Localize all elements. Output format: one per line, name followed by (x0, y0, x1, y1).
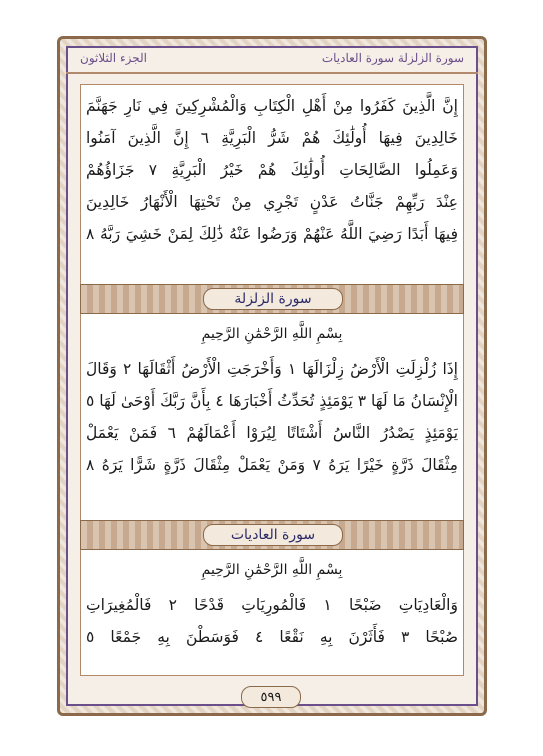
juz-label: الجزء الثلاثون (80, 51, 147, 65)
verse-line: الْإِنْسَانُ مَا لَهَا ٣ يَوْمَئِذٍ تُحَدِّثُ أَخْبَارَهَا ٤ بِأَنَّ رَبَّكَ أَوْحَىٰ لَهَا ٥ (86, 392, 458, 410)
verse-line: صُبْحًا ٣ فَأَثَرْنَ بِهِ نَقْعًا ٤ فَوَسَطْنَ بِهِ جَمْعًا ٥ (86, 628, 458, 646)
verse-line: يَوْمَئِذٍ يَصْدُرُ النَّاسُ أَشْتَاتًا لِيُرَوْا أَعْمَالَهُمْ ٦ فَمَنْ يَعْمَلْ (86, 424, 458, 442)
surah-adiyat-banner (80, 520, 464, 550)
surah-zalzala-banner (80, 284, 464, 314)
basmala: بِسْمِ اللَّهِ الرَّحْمَٰنِ الرَّحِيمِ (201, 562, 343, 578)
verse-line: إِذَا زُلْزِلَتِ الْأَرْضُ زِلْزَالَهَا ١ وَأَخْرَجَتِ الْأَرْضُ أَثْقَالَهَا ٢ وَقَالَ (86, 360, 458, 378)
verse-line: مِثْقَالَ ذَرَّةٍ خَيْرًا يَرَهُ ٧ وَمَنْ يَعْمَلْ مِثْقَالَ ذَرَّةٍ شَرًّا يَرَهُ ٨ (86, 456, 458, 474)
page-number: ٥٩٩ (241, 686, 301, 708)
verse-line: وَالْعَادِيَاتِ ضَبْحًا ١ فَالْمُورِيَاتِ قَدْحًا ٢ فَالْمُغِيرَاتِ (86, 596, 458, 614)
verse-line: فِيهَا أَبَدًا رَضِيَ اللَّهُ عَنْهُمْ وَرَضُوا عَنْهُ ذَٰلِكَ لِمَنْ خَشِيَ رَبَّهُ ٨ (86, 225, 458, 243)
verse-line: إِنَّ الَّذِينَ كَفَرُوا مِنْ أَهْلِ الْكِتَابِ وَالْمُشْرِكِينَ فِي نَارِ جَهَنَّمَ (86, 97, 458, 115)
surah-title: سورة العاديات (203, 524, 343, 546)
verse-line: عِنْدَ رَبِّهِمْ جَنَّاتُ عَدْنٍ تَجْرِي مِنْ تَحْتِهَا الْأَنْهَارُ خَالِدِينَ (86, 193, 458, 211)
basmala: بِسْمِ اللَّهِ الرَّحْمَٰنِ الرَّحِيمِ (201, 326, 343, 342)
verse-line: خَالِدِينَ فِيهَا أُولَٰئِكَ هُمْ شَرُّ الْبَرِيَّةِ ٦ إِنَّ الَّذِينَ آمَنُوا (86, 129, 458, 147)
surah-names-header: سورة الزلزلة سورة العاديات (321, 51, 464, 65)
surah-title: سورة الزلزلة (203, 288, 343, 310)
verse-line: وَعَمِلُوا الصَّالِحَاتِ أُولَٰئِكَ هُمْ خَيْرُ الْبَرِيَّةِ ٧ جَزَاؤُهُمْ (86, 161, 458, 179)
page-header (66, 46, 478, 74)
